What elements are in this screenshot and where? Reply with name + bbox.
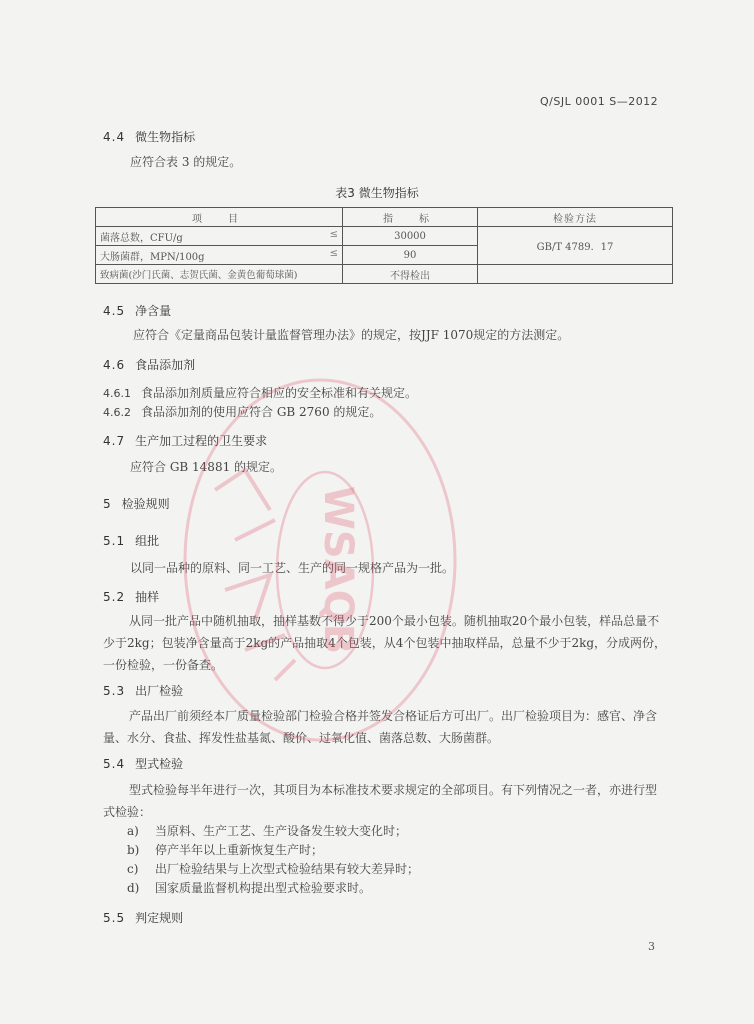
le-sign: ≤ — [329, 228, 338, 240]
section-5-5-heading — [103, 909, 183, 926]
section-number: 5.1 — [103, 534, 126, 548]
section-title: 净含量 — [135, 304, 172, 318]
list-item — [127, 860, 419, 877]
table-header-row — [96, 208, 673, 227]
section-5-2-body: 从同一批产品中随机抽取，抽样基数不得少于200个最小包装。随机抽取20个最小包装，样品总量不少于2kg；包装净含量高于2kg的产品抽取4个包装，从4个包装中抽取样品，总量不少于2kg，分成两份，一份检验，一份备查。 — [103, 614, 667, 672]
section-4-5-body: 应符合《定量商品包装计量监督管理办法》的规定，按JJF 1070规定的方法测定。 — [133, 328, 570, 342]
approval-stamp — [175, 370, 465, 750]
section-number: 5.4 — [103, 757, 126, 771]
section-number: 4.4 — [103, 130, 126, 144]
column-header-item: 项 目 — [96, 208, 343, 227]
section-title: 出厂检验 — [135, 684, 184, 698]
le-sign: ≤ — [329, 247, 338, 259]
table-cell-value: 不得检出 — [343, 265, 478, 284]
section-title: 判定规则 — [135, 911, 184, 925]
item-name: 菌落总数，CFU/g — [100, 232, 183, 244]
table-cell-method: GB/T 4789．17 — [478, 227, 673, 265]
clause-text: 食品添加剂质量应符合相应的安全标准和有关规定。 — [141, 386, 418, 400]
list-text: 当原料、生产工艺、生产设备发生较大变化时； — [155, 824, 408, 838]
section-number: 4.7 — [103, 434, 126, 448]
list-marker: b) — [127, 843, 140, 857]
section-number: 5.2 — [103, 590, 126, 604]
section-4-4-body: 应符合表 3 的规定。 — [130, 155, 242, 169]
column-header-method: 检验方法 — [478, 208, 673, 227]
section-title: 检验规则 — [121, 497, 170, 511]
list-text: 国家质量监督机构提出型式检验要求时。 — [155, 881, 372, 895]
list-text: 出厂检验结果与上次型式检验结果有较大差异时； — [155, 862, 420, 876]
list-item — [127, 879, 371, 896]
column-header-value: 指 标 — [343, 208, 478, 227]
table-cell-item — [96, 227, 343, 246]
chapter-5-heading — [103, 495, 170, 512]
section-title: 抽样 — [135, 590, 160, 604]
clause-number: 4.6.1 — [103, 387, 131, 400]
list-item — [127, 822, 407, 839]
stamp-lettering-strokes — [215, 470, 295, 680]
microbiology-table — [95, 207, 673, 284]
stamp-inner-text: WSAQB — [315, 485, 361, 655]
list-item — [127, 841, 323, 858]
section-5-1-heading — [103, 532, 159, 549]
section-number: 5 — [103, 497, 112, 511]
section-4-7-body: 应符合 GB 14881 的规定。 — [130, 460, 283, 474]
section-title: 型式检验 — [135, 757, 184, 771]
table-cell-item: 致病菌(沙门氏菌、志贺氏菌、金黄色葡萄球菌) — [96, 265, 343, 284]
table-cell-item — [96, 246, 343, 265]
section-title: 微生物指标 — [135, 130, 196, 144]
section-5-4-heading — [103, 755, 183, 772]
table-cell-value: 30000 — [343, 227, 478, 246]
section-title: 食品添加剂 — [135, 358, 196, 372]
clause-text: 食品添加剂的使用应符合 GB 2760 的规定。 — [141, 405, 382, 419]
list-text: 停产半年以上重新恢复生产时； — [155, 843, 324, 857]
section-number: 4.6 — [103, 358, 126, 372]
table-cell-empty — [478, 265, 673, 284]
table-caption: 表3 微生物指标 — [335, 186, 419, 200]
page-number: 3 — [648, 940, 655, 953]
section-5-3-body: 产品出厂前须经本厂质量检验部门检验合格并签发合格证后方可出厂。出厂检验项目为：感官、净含量、水分、食盐、挥发性盐基氮、酸价、过氧化值、菌落总数、大肠菌群。 — [103, 709, 658, 745]
section-4-5-heading — [103, 302, 171, 319]
table-row — [96, 227, 673, 246]
section-title: 组批 — [135, 534, 160, 548]
section-number: 5.5 — [103, 911, 126, 925]
clause-number: 4.6.2 — [103, 406, 131, 419]
list-marker: c) — [127, 862, 139, 876]
list-marker: d) — [127, 881, 140, 895]
section-4-4-heading — [103, 128, 195, 145]
item-name: 大肠菌群，MPN/100g — [100, 251, 205, 263]
section-title: 生产加工过程的卫生要求 — [135, 434, 268, 448]
section-5-2-heading — [103, 588, 159, 605]
section-5-1-body: 以同一品种的原料、同一工艺、生产的同一规格产品为一批。 — [130, 561, 455, 575]
section-5-4-body: 型式检验每半年进行一次，其项目为本标准技术要求规定的全部项目。有下列情况之一者，亦进行型式检验： — [103, 783, 658, 819]
section-number: 4.5 — [103, 304, 126, 318]
table-row — [96, 265, 673, 284]
standard-code: Q/SJL 0001 S—2012 — [540, 95, 659, 108]
list-marker: a) — [127, 824, 139, 838]
section-number: 5.3 — [103, 684, 126, 698]
table-cell-value: 90 — [343, 246, 478, 265]
section-5-3-heading — [103, 682, 183, 699]
